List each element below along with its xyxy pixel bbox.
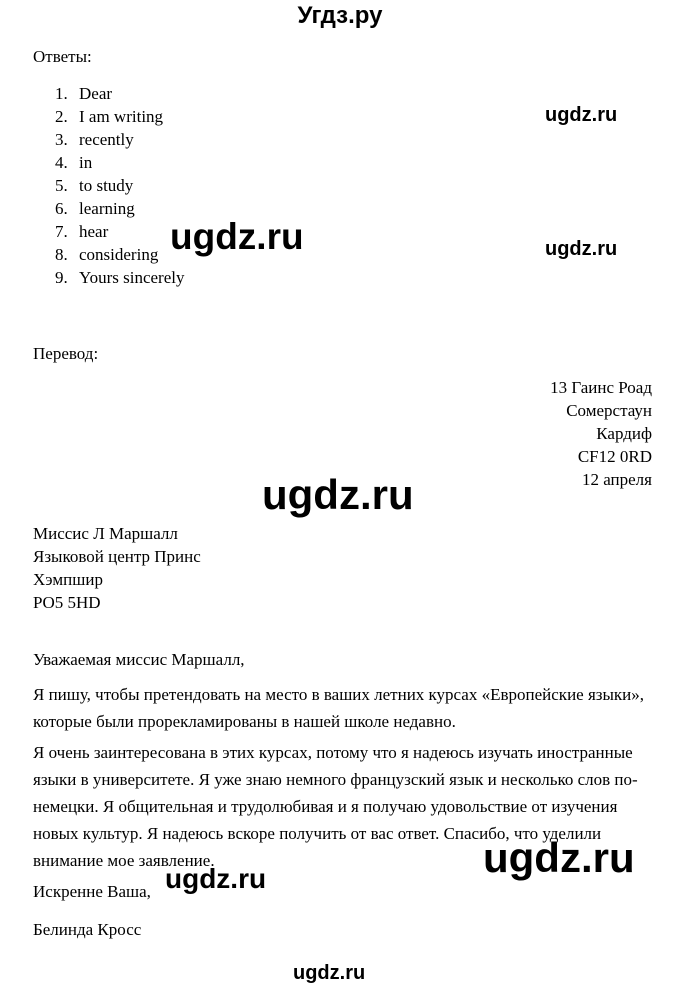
answer-item [55,266,184,289]
answer-item [55,151,184,174]
answer-item [55,128,184,151]
answer-text: learning [79,199,135,218]
answer-item [55,243,184,266]
answer-text: to study [79,176,134,195]
letter-signature: Белинда Кросс [33,920,142,939]
recipient-address-line: Хэмпшир [33,570,103,589]
answer-number: 3. [55,130,68,149]
sender-address [550,376,652,491]
watermark: ugdz.ru [545,104,618,126]
answer-number: 5. [55,176,68,195]
answer-text: I am writing [79,107,164,126]
recipient-address [33,522,201,614]
answer-item [55,174,184,197]
answer-number: 8. [55,245,68,264]
watermark: ugdz.ru [483,834,635,881]
answer-number: 9. [55,268,68,287]
sender-address-line: CF12 0RD [577,447,652,466]
recipient-address-line: PO5 5HD [33,593,101,612]
answer-item [55,197,184,220]
recipient-address-line: Миссис Л Маршалл [33,524,178,543]
answer-number: 6. [55,199,68,218]
letter-greeting: Уважаемая миссис Маршалл, [33,650,245,669]
recipient-address-line: Языковой центр Принс [33,547,201,566]
answer-text: hear [79,222,109,241]
answer-item [55,105,184,128]
answer-text: recently [79,130,134,149]
answer-number: 4. [55,153,68,172]
watermark: ugdz.ru [293,962,366,984]
watermark: ugdz.ru [170,216,304,257]
letter-paragraph-1: Я пишу, чтобы претендовать на место в ваших летних курсах «Европейские языки», которые были прорекламированы в нашей школе недавно. [33,685,645,731]
answer-number: 1. [55,84,68,103]
watermark: ugdz.ru [165,863,267,894]
answer-number: 7. [55,222,68,241]
answer-number: 2. [55,107,68,126]
sender-address-line: Кардиф [596,424,652,443]
letter-date: 12 апреля [581,470,652,489]
letter-paragraph-2: Я очень заинтересована в этих курсах, потому что я надеюсь изучать иностранные языки в университете. Я уже знаю немного французский язык и несколько слов по-немецки. Я общительная и трудолюбивая и я получаю удовольствие от изучения новых культур. Я надеюсь вскоре получить от вас ответ. Спасибо, что уделили внимание мое заявление. [33,743,638,870]
answers-label: Ответы: [33,47,92,66]
answer-item [55,82,184,105]
letter-closing: Искренне Ваша, [33,882,151,901]
translation-label: Перевод: [33,344,99,363]
answer-item [55,220,184,243]
watermark: ugdz.ru [262,471,414,518]
sender-address-line: Сомерстаун [566,401,652,420]
answer-text: considering [79,245,159,264]
answer-text: Dear [79,84,113,103]
site-header: Угдз.ру [297,2,383,29]
answers-list [55,82,184,289]
answer-text: Yours sincerely [79,268,185,287]
watermark: ugdz.ru [545,238,618,260]
sender-address-line: 13 Гаинс Роад [550,378,652,397]
answer-text: in [79,153,93,172]
